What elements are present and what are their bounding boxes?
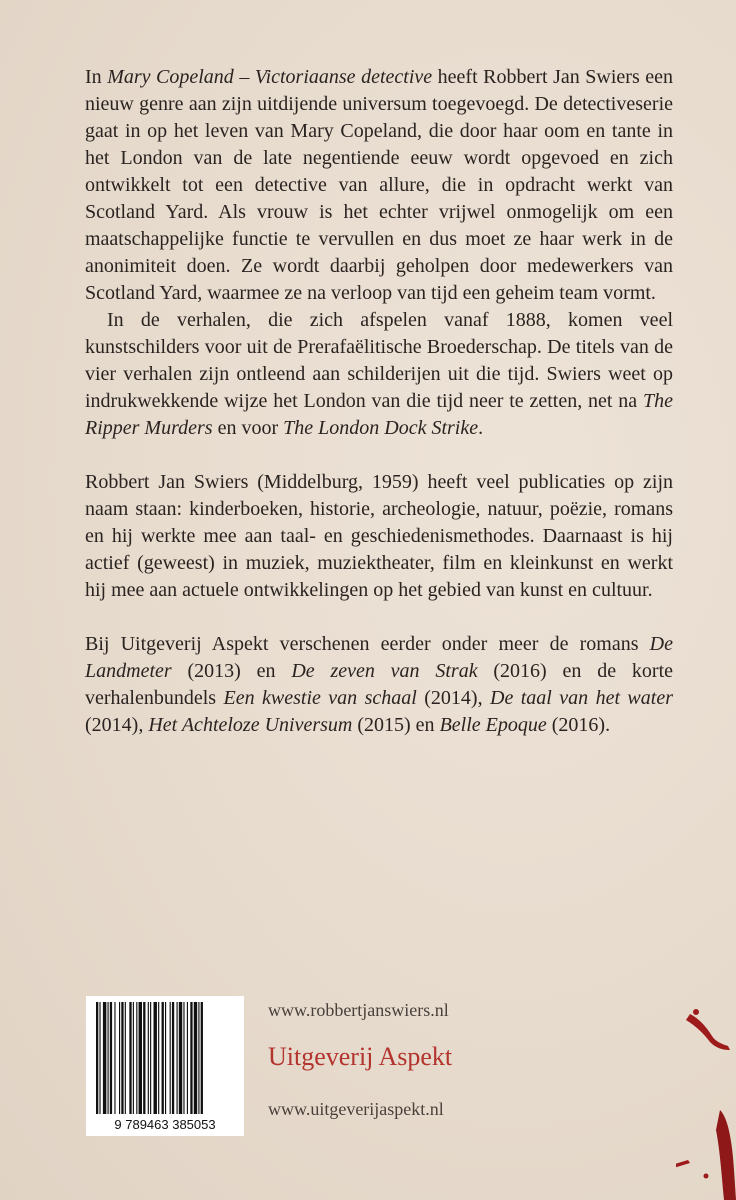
barcode-bar: [96, 1002, 98, 1114]
blurb-text: [85, 64, 673, 739]
barcode-bar: [194, 1002, 197, 1114]
isbn-barcode: [86, 996, 244, 1136]
author-website-link[interactable]: www.robbertjanswiers.nl: [268, 1000, 449, 1020]
title-het-achteloze-universum: Het Achteloze Universum: [148, 714, 353, 736]
barcode-bar: [119, 1002, 120, 1114]
barcode-bar: [129, 1002, 131, 1114]
barcode-bar: [179, 1002, 182, 1114]
barcode-bar: [136, 1002, 137, 1114]
barcode-bar: [133, 1002, 134, 1114]
barcode-bar: [187, 1002, 188, 1114]
title-ripper-murders: The Ripper Murders: [85, 390, 673, 439]
title-een-kwestie-van-schaal: Een kwestie van schaal: [223, 687, 417, 709]
barcode-graphic: [86, 996, 244, 1136]
barcode-bar: [154, 1002, 157, 1114]
barcode-bar: [158, 1002, 159, 1114]
barcode-bar: [143, 1002, 145, 1114]
title-belle-epoque: Belle Epoque: [439, 714, 547, 736]
title-de-taal-van-het-water: De taal van het water: [490, 687, 673, 709]
isbn-digits: 9 789463 385053: [114, 1117, 216, 1132]
series-title: Mary Copeland – Victoriaanse detective: [107, 66, 433, 88]
paragraph-stories: In de verhalen, die zich afspelen vanaf 1888, komen veel kunstschilders voor uit de Prerafaëlitische Broederschap. De titels van de vier verhalen zijn ontleend aan schilderijen uit die tijd. Swiers weet op indrukwekkende wijze het London van die tijd neer te zetten, net na The Ripper Murders en voor The London Dock Strike.: [85, 309, 673, 439]
paragraph-other-works: Bij Uitgeverij Aspekt verschenen eerder onder meer de romans De Landmeter (2013) en De zeven van Strak (2016) en de korte verhalenbundels Een kwestie van schaal (2014), De taal van het water (2014), Het Achteloze Universum (2015) en Belle Epoque (2016).: [85, 633, 673, 736]
barcode-bar: [183, 1002, 184, 1114]
barcode-bars: [96, 1002, 203, 1114]
barcode-bar: [121, 1002, 123, 1114]
barcode-bar: [165, 1002, 166, 1114]
title-de-landmeter: De Landmeter: [85, 633, 673, 682]
publisher-website-link[interactable]: www.uitgeverijaspekt.nl: [268, 1099, 444, 1119]
barcode-bar: [148, 1002, 149, 1114]
title-dock-strike: The London Dock Strike: [283, 417, 479, 439]
barcode-bar: [177, 1002, 178, 1114]
paragraph-author-bio: Robbert Jan Swiers (Middelburg, 1959) heeft veel publicaties op zijn naam staan: kinderboeken, historie, archeologie, natuur, poëzie, romans en hij werkte mee aan taal- en geschiedenismethodes. Daarnaast is hij actief (geweest) in muziek, muziektheater, film en kleinkunst en werkt hij mee aan actuele ontwikkelingen op het gebied van kunst en cultuur.: [85, 471, 673, 601]
barcode-bar: [198, 1002, 199, 1114]
barcode-bar: [190, 1002, 192, 1114]
barcode-bar: [125, 1002, 126, 1114]
paragraph-intro: In Mary Copeland – Victoriaanse detective heeft Robbert Jan Swiers een nieuw genre aan zijn uitdijende universum toegevoegd. De detectiveserie gaat in op het leven van Mary Copeland, die door haar oom en tante in het London van de late negentiende eeuw wordt opgevoed en zich ontwikkelt tot een detective van allure, die in opdracht werkt van Scotland Yard. Als vrouw is het echter vrijwel onmogelijk om een maatschappelijke functie te vervullen en dus moet ze haar werk in de anonimiteit doen. Ze wordt daarbij geholpen door medewerkers van Scotland Yard, waarmee ze na verloop van tijd een geheim team vormt.: [85, 66, 673, 304]
barcode-bar: [162, 1002, 164, 1114]
barcode-bar: [139, 1002, 142, 1114]
barcode-bar: [201, 1002, 203, 1114]
publisher-name: Uitgeverij Aspekt: [268, 1042, 453, 1071]
barcode-bar: [150, 1002, 151, 1114]
barcode-bar: [110, 1002, 112, 1114]
barcode-bar: [172, 1002, 174, 1114]
barcode-bar: [108, 1002, 109, 1114]
title-de-zeven-van-strak: De zeven van Strak: [291, 660, 478, 682]
blood-splatter-icon: [676, 1000, 736, 1200]
barcode-bar: [114, 1002, 115, 1114]
barcode-bar: [99, 1002, 100, 1114]
barcode-bar: [103, 1002, 106, 1114]
barcode-bar: [170, 1002, 171, 1114]
